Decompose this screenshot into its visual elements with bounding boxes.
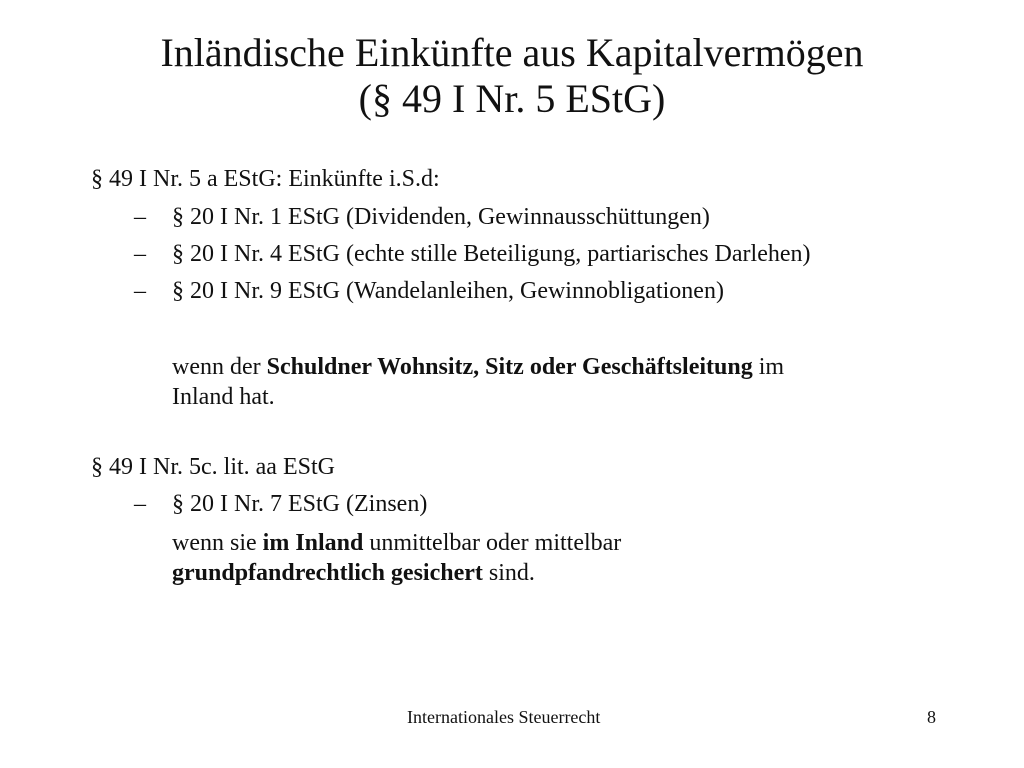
bullet-marker: – — [134, 278, 146, 304]
condition-text: unmittelbar oder mittelbar — [363, 530, 622, 556]
condition-text: wenn sie — [172, 530, 263, 556]
condition-emphasis: Schuldner Wohnsitz, Sitz oder Geschäftsleitung — [266, 354, 753, 380]
condition-text: im — [752, 354, 785, 380]
condition-text: wenn der — [172, 354, 267, 380]
condition-emphasis: grundpfandrechtlich gesichert — [172, 560, 483, 586]
section-1-condition — [172, 352, 932, 412]
footer-text: Internationales Steuerrecht — [407, 707, 601, 727]
page-number: 8 — [927, 707, 936, 727]
slide-title-line-2: (§ 49 I Nr. 5 EStG) — [358, 76, 666, 121]
bullet-marker: – — [134, 491, 146, 517]
bullet-item: § 20 I Nr. 4 EStG (echte stille Beteiligung, partiarisches Darlehen) — [172, 241, 811, 267]
condition-text: Inland hat. — [172, 384, 275, 410]
bullet-marker: – — [134, 241, 146, 267]
slide-title — [60, 30, 964, 122]
bullet-item: § 20 I Nr. 1 EStG (Dividenden, Gewinnausschüttungen) — [172, 204, 710, 230]
slide-title-line-1: Inländische Einkünfte aus Kapitalvermögen — [160, 30, 864, 75]
condition-emphasis: im Inland — [262, 530, 364, 556]
section-1-heading: § 49 I Nr. 5 a EStG: Einkünfte i.S.d: — [91, 166, 440, 192]
bullet-marker: – — [134, 204, 146, 230]
section-2-heading: § 49 I Nr. 5c. lit. aa EStG — [91, 454, 335, 480]
bullet-item: § 20 I Nr. 7 EStG (Zinsen) — [172, 491, 428, 517]
bullet-item: § 20 I Nr. 9 EStG (Wandelanleihen, Gewinnobligationen) — [172, 278, 724, 304]
section-2-condition — [172, 528, 932, 588]
condition-text: sind. — [482, 560, 535, 586]
